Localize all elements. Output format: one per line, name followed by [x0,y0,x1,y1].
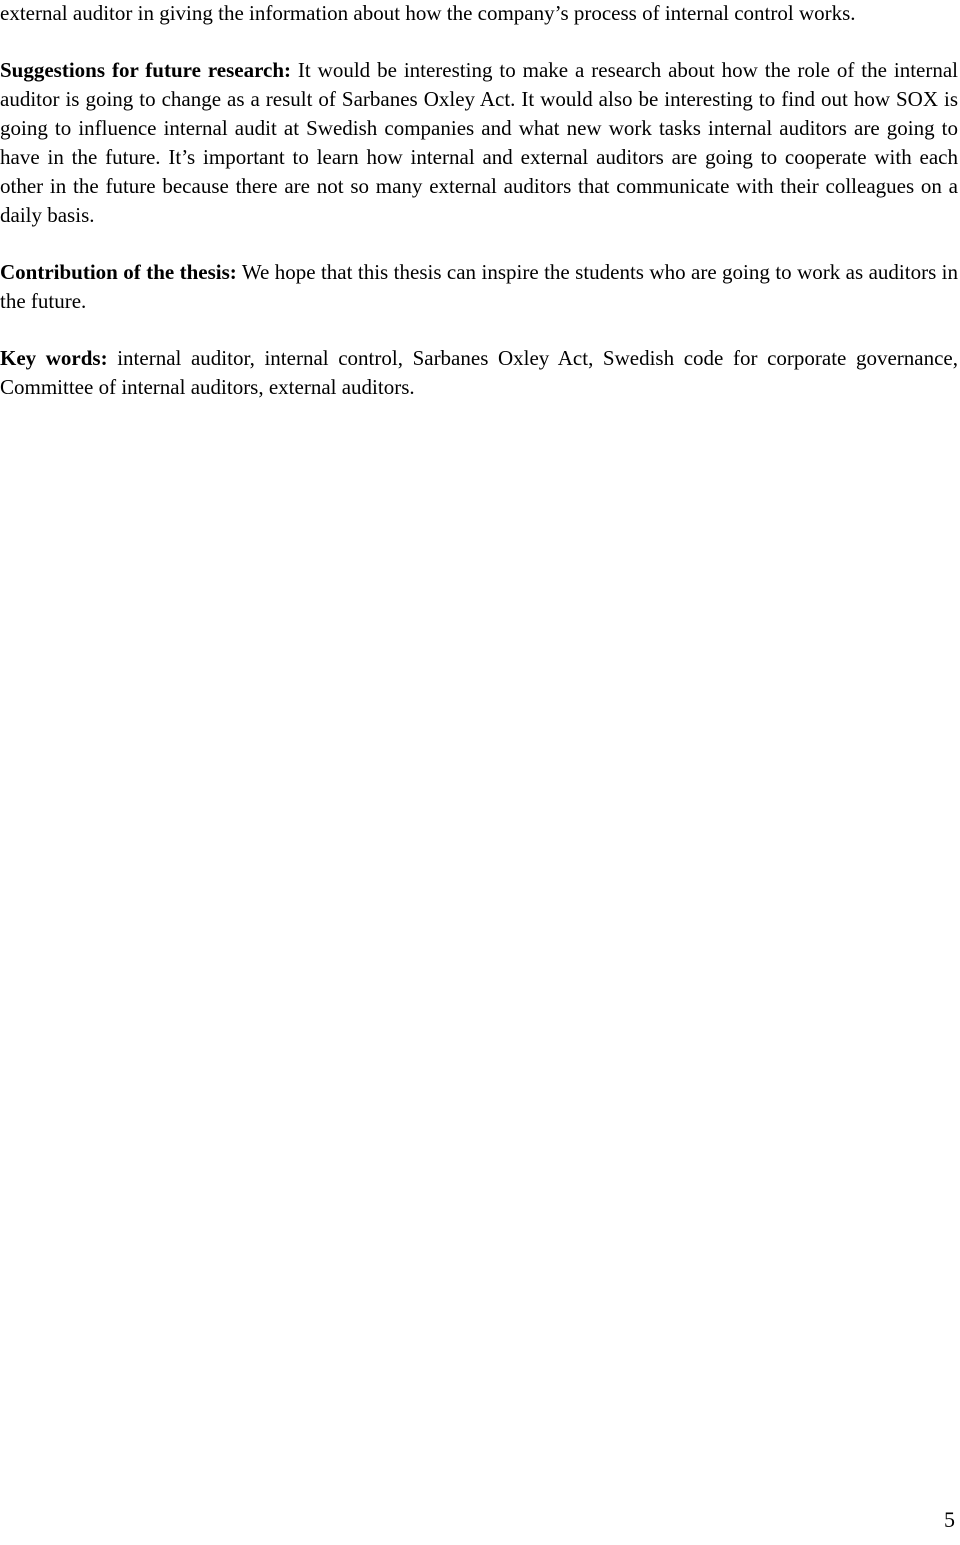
key-words-label: Key words: [0,346,108,370]
document-page [0,0,958,402]
continuation-paragraph [0,0,958,28]
future-research-text: It would be interesting to make a research about how the role of the internal auditor is going to change as a result of Sarbanes Oxley Act. It would also be interesting to find out how SOX is going to influence internal audit at Swedish companies and what new work tasks internal auditors are going to have in the future. It’s important to learn how internal and external auditors are going to cooperate with each other in the future because there are not so many external auditors that communicate with their colleagues on a daily basis. [0,58,959,227]
key-words-text: internal auditor, internal control, Sarbanes Oxley Act, Swedish code for corporate governance, Committee of internal auditors, external auditors. [0,346,958,399]
continuation-text: external auditor in giving the information about how the company’s process of internal control works. [0,1,856,25]
future-research-label: Suggestions for future research: [0,58,292,82]
contribution-paragraph [0,258,958,316]
contribution-text: We hope that this thesis can inspire the students who are going to work as auditors in the future. [0,260,958,313]
contribution-label: Contribution of the thesis: [0,260,237,284]
future-research-paragraph [0,56,958,230]
key-words-paragraph [0,344,958,402]
page-number: 5 [944,1507,955,1532]
